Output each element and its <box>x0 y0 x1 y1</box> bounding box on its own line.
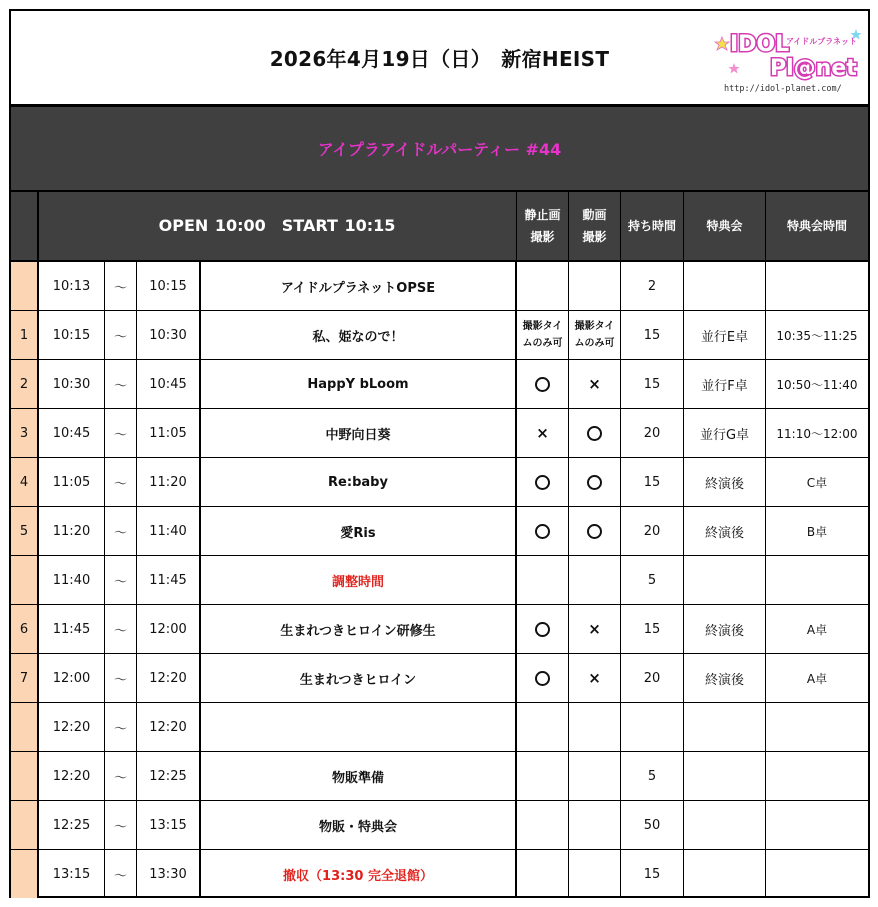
cell-start: 12:00 <box>39 654 105 702</box>
cell-tilde: ～ <box>105 458 137 506</box>
not-allowed-mark: × <box>588 620 601 638</box>
title-bar <box>11 11 868 107</box>
cell-benefit: 終演後 <box>684 605 766 653</box>
not-allowed-mark: × <box>588 375 601 393</box>
timetable-sheet <box>9 9 870 898</box>
cell-video <box>569 605 621 653</box>
cell-start: 12:20 <box>39 703 105 751</box>
cell-benefit <box>684 850 766 898</box>
cell-video <box>569 556 621 604</box>
cell-no: 5 <box>11 507 39 555</box>
cell-start: 10:30 <box>39 360 105 408</box>
cell-btime: A卓 <box>806 622 828 637</box>
cell-btime: 11:10～12:00 <box>776 426 858 441</box>
cell-btime <box>766 556 868 604</box>
cell-tilde: ～ <box>105 556 137 604</box>
cell-dur: 20 <box>621 654 684 702</box>
cell-act: 物販・特典会 <box>201 801 517 849</box>
cell-end: 11:20 <box>137 458 201 506</box>
cell-btime: A卓 <box>806 671 828 686</box>
cell-benefit: 並行G卓 <box>684 409 766 457</box>
cell-video <box>569 507 621 555</box>
cell-video <box>569 654 621 702</box>
cell-tilde: ～ <box>105 507 137 555</box>
allowed-mark <box>535 671 550 686</box>
svg-text:Pl@net: Pl@net <box>770 56 857 81</box>
cell-no <box>11 262 39 310</box>
cell-act: Re:baby <box>201 458 517 506</box>
cell-video <box>569 850 621 898</box>
cell-end: 10:15 <box>137 262 201 310</box>
cell-dur: 50 <box>621 801 684 849</box>
cell-btime: 10:50～11:40 <box>776 377 858 392</box>
allowed-mark <box>535 622 550 637</box>
table-row <box>11 507 868 556</box>
table-row <box>11 850 868 898</box>
table-header <box>11 192 868 262</box>
cell-start: 12:20 <box>39 752 105 800</box>
cell-btime <box>766 850 868 898</box>
cell-start: 11:05 <box>39 458 105 506</box>
photo-note: 撮影タイムのみ可 <box>574 321 615 349</box>
cell-dur: 5 <box>621 752 684 800</box>
cell-no <box>11 801 39 849</box>
event-banner <box>11 107 868 192</box>
cell-dur: 15 <box>621 458 684 506</box>
cell-act: HappY bLoom <box>201 360 517 408</box>
table-row <box>11 703 868 752</box>
cell-start: 10:15 <box>39 311 105 359</box>
cell-video <box>569 703 621 751</box>
cell-photo <box>517 605 569 653</box>
cell-end: 11:05 <box>137 409 201 457</box>
cell-video <box>569 360 621 408</box>
header-photo: 静止画 撮影 <box>524 208 561 244</box>
cell-dur: 15 <box>621 360 684 408</box>
cell-no: 1 <box>11 311 39 359</box>
allowed-mark <box>587 426 602 441</box>
cell-no <box>11 850 39 898</box>
cell-act: 中野向日葵 <box>201 409 517 457</box>
cell-start: 10:13 <box>39 262 105 310</box>
cell-benefit <box>684 801 766 849</box>
cell-photo <box>517 752 569 800</box>
cell-dur: 15 <box>621 850 684 898</box>
cell-dur: 20 <box>621 409 684 457</box>
cell-photo <box>517 262 569 310</box>
cell-dur: 15 <box>621 311 684 359</box>
table-row <box>11 262 868 311</box>
cell-photo <box>517 703 569 751</box>
cell-video <box>569 801 621 849</box>
not-allowed-mark: × <box>536 424 549 442</box>
cell-no <box>11 752 39 800</box>
cell-no: 2 <box>11 360 39 408</box>
photo-note: 撮影タイムのみ可 <box>522 321 563 349</box>
svg-text:アイドルプラネット: アイドルプラネット <box>786 37 858 46</box>
allowed-mark <box>587 524 602 539</box>
cell-tilde: ～ <box>105 409 137 457</box>
svg-text:IDOL: IDOL <box>730 32 790 57</box>
cell-tilde: ～ <box>105 262 137 310</box>
table-row <box>11 654 868 703</box>
cell-act: 生まれつきヒロイン <box>201 654 517 702</box>
table-row <box>11 605 868 654</box>
allowed-mark <box>535 377 550 392</box>
cell-act: 生まれつきヒロイン研修生 <box>201 605 517 653</box>
header-video: 動画 撮影 <box>582 208 607 244</box>
cell-end: 10:45 <box>137 360 201 408</box>
cell-benefit: 終演後 <box>684 507 766 555</box>
cell-benefit: 終演後 <box>684 654 766 702</box>
cell-tilde: ～ <box>105 311 137 359</box>
cell-end: 13:30 <box>137 850 201 898</box>
cell-start: 11:20 <box>39 507 105 555</box>
cell-no <box>11 556 39 604</box>
cell-dur <box>621 703 684 751</box>
cell-act: 撤収（13:30 完全退館） <box>201 850 517 898</box>
cell-photo <box>517 360 569 408</box>
cell-video <box>569 311 621 359</box>
cell-photo <box>517 507 569 555</box>
cell-photo <box>517 458 569 506</box>
table-row <box>11 360 868 409</box>
cell-tilde: ～ <box>105 605 137 653</box>
table-row <box>11 752 868 801</box>
cell-benefit: 並行E卓 <box>684 311 766 359</box>
cell-video <box>569 752 621 800</box>
cell-benefit <box>684 703 766 751</box>
cell-tilde: ～ <box>105 360 137 408</box>
cell-btime: B卓 <box>806 524 828 539</box>
cell-btime <box>766 801 868 849</box>
cell-end: 12:20 <box>137 654 201 702</box>
cell-end: 12:25 <box>137 752 201 800</box>
cell-start: 13:15 <box>39 850 105 898</box>
table-row <box>11 556 868 605</box>
cell-benefit <box>684 556 766 604</box>
cell-act: 物販準備 <box>201 752 517 800</box>
cell-video <box>569 409 621 457</box>
cell-photo <box>517 311 569 359</box>
cell-end: 12:00 <box>137 605 201 653</box>
header-duration: 持ち時間 <box>627 219 676 233</box>
cell-no: 3 <box>11 409 39 457</box>
cell-btime <box>766 703 868 751</box>
cell-tilde: ～ <box>105 850 137 898</box>
allowed-mark <box>535 475 550 490</box>
cell-act: 愛Ris <box>201 507 517 555</box>
allowed-mark <box>587 475 602 490</box>
header-benefit: 特典会 <box>706 219 743 233</box>
cell-no: 6 <box>11 605 39 653</box>
cell-benefit <box>684 262 766 310</box>
cell-start: 12:25 <box>39 801 105 849</box>
cell-btime <box>766 262 868 310</box>
cell-end: 13:15 <box>137 801 201 849</box>
cell-photo <box>517 654 569 702</box>
cell-act: 調整時間 <box>201 556 517 604</box>
idol-planet-logo <box>714 23 864 95</box>
table-row <box>11 311 868 360</box>
cell-tilde: ～ <box>105 703 137 751</box>
cell-video <box>569 262 621 310</box>
open-start-label: OPEN 10:00 START 10:15 <box>158 216 396 235</box>
cell-no <box>11 703 39 751</box>
event-name: アイプラアイドルパーティー #44 <box>317 140 562 159</box>
cell-act: 私、姫なので！ <box>201 311 517 359</box>
cell-dur: 20 <box>621 507 684 555</box>
cell-btime: C卓 <box>806 475 828 490</box>
cell-photo <box>517 801 569 849</box>
allowed-mark <box>535 524 550 539</box>
cell-act: アイドルプラネットOPSE <box>201 262 517 310</box>
table-row <box>11 409 868 458</box>
cell-dur: 2 <box>621 262 684 310</box>
cell-dur: 5 <box>621 556 684 604</box>
cell-end: 12:20 <box>137 703 201 751</box>
cell-end: 11:40 <box>137 507 201 555</box>
table-row <box>11 458 868 507</box>
cell-video <box>569 458 621 506</box>
cell-start: 11:40 <box>39 556 105 604</box>
header-benefit-time: 特典会時間 <box>786 219 847 233</box>
cell-start: 10:45 <box>39 409 105 457</box>
cell-tilde: ～ <box>105 654 137 702</box>
cell-btime: 10:35～11:25 <box>776 328 858 343</box>
cell-benefit: 終演後 <box>684 458 766 506</box>
cell-tilde: ～ <box>105 752 137 800</box>
cell-dur: 15 <box>621 605 684 653</box>
cell-end: 10:30 <box>137 311 201 359</box>
cell-end: 11:45 <box>137 556 201 604</box>
table-row <box>11 801 868 850</box>
cell-photo <box>517 409 569 457</box>
cell-start: 11:45 <box>39 605 105 653</box>
not-allowed-mark: × <box>588 669 601 687</box>
cell-photo <box>517 850 569 898</box>
cell-no: 7 <box>11 654 39 702</box>
cell-photo <box>517 556 569 604</box>
svg-text:http://idol-planet.com/: http://idol-planet.com/ <box>724 84 842 94</box>
cell-btime <box>766 752 868 800</box>
page-title: 2026年4月19日（日） 新宿HEIST <box>269 47 610 71</box>
cell-act <box>201 703 517 751</box>
cell-tilde: ～ <box>105 801 137 849</box>
cell-no: 4 <box>11 458 39 506</box>
cell-benefit <box>684 752 766 800</box>
cell-benefit: 並行F卓 <box>684 360 766 408</box>
